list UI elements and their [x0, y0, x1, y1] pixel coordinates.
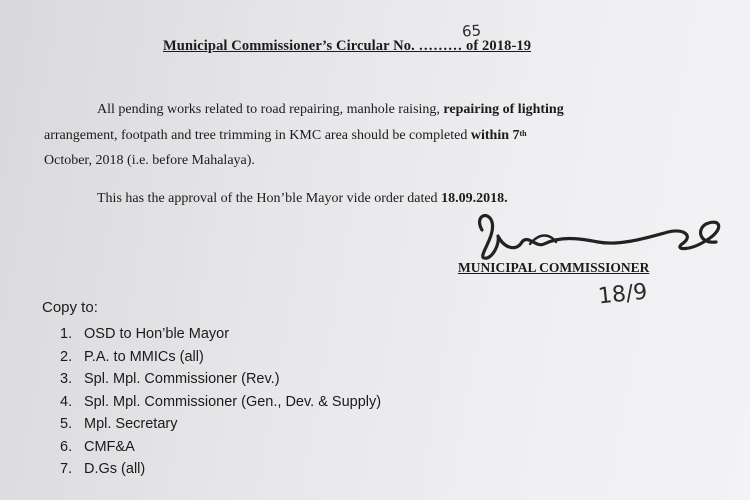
body-text: arrangement, footpath and tree trimming in KMC area should be completed [44, 128, 471, 143]
list-item [60, 368, 381, 391]
recipient: D.Gs (all) [84, 461, 146, 477]
handwritten-signature [470, 208, 730, 268]
recipient: Mpl. Secretary [84, 416, 178, 432]
list-item [60, 413, 381, 436]
list-number: 3. [60, 371, 73, 387]
recipient: Spl. Mpl. Commissioner (Gen., Dev. & Supply) [84, 393, 382, 410]
list-number: 1. [60, 326, 73, 342]
copy-to-label: Copy to: [42, 299, 98, 316]
recipient: CMF&A [84, 438, 135, 455]
heading-suffix: of 2018-19 [462, 38, 532, 54]
list-number: 6. [60, 438, 73, 455]
approval-text: This has the approval of the Hon’ble Mayor vide order dated [97, 191, 442, 206]
list-number: 5. [60, 416, 73, 432]
handwritten-signature-date: 18/9 [596, 279, 649, 310]
list-number: 7. [60, 461, 73, 477]
paragraph-line-1 [97, 97, 564, 122]
deadline-bold: within 7 [470, 128, 520, 143]
list-number: 4. [60, 393, 73, 410]
paragraph-line-2 [44, 123, 527, 148]
handwritten-circular-number: 65 [461, 21, 482, 41]
recipient: OSD to Hon’ble Mayor [84, 326, 230, 342]
list-item [60, 391, 381, 414]
list-item [60, 323, 381, 346]
ordinal-suffix: th [519, 129, 527, 138]
circular-heading [163, 38, 531, 55]
copy-to-list [60, 323, 381, 481]
recipient: P.A. to MMICs (all) [84, 348, 204, 365]
body-text-bold: repairing of lighting [443, 102, 564, 117]
heading-prefix: Municipal Commissioner’s Circular No. ……… [163, 38, 463, 54]
list-number: 2. [60, 348, 73, 365]
paragraph-line-3: October, 2018 (i.e. before Mahalaya). [44, 153, 255, 168]
body-text: All pending works related to road repairing, manhole raising, [97, 102, 444, 117]
approval-line [97, 186, 508, 211]
signatory-title: MUNICIPAL COMMISSIONER [458, 260, 650, 275]
approval-date: 18.09.2018. [441, 191, 508, 206]
list-item [60, 436, 381, 459]
list-item [60, 458, 381, 481]
recipient: Spl. Mpl. Commissioner (Rev.) [84, 371, 280, 387]
list-item [60, 346, 381, 369]
deadline-text [471, 128, 527, 143]
